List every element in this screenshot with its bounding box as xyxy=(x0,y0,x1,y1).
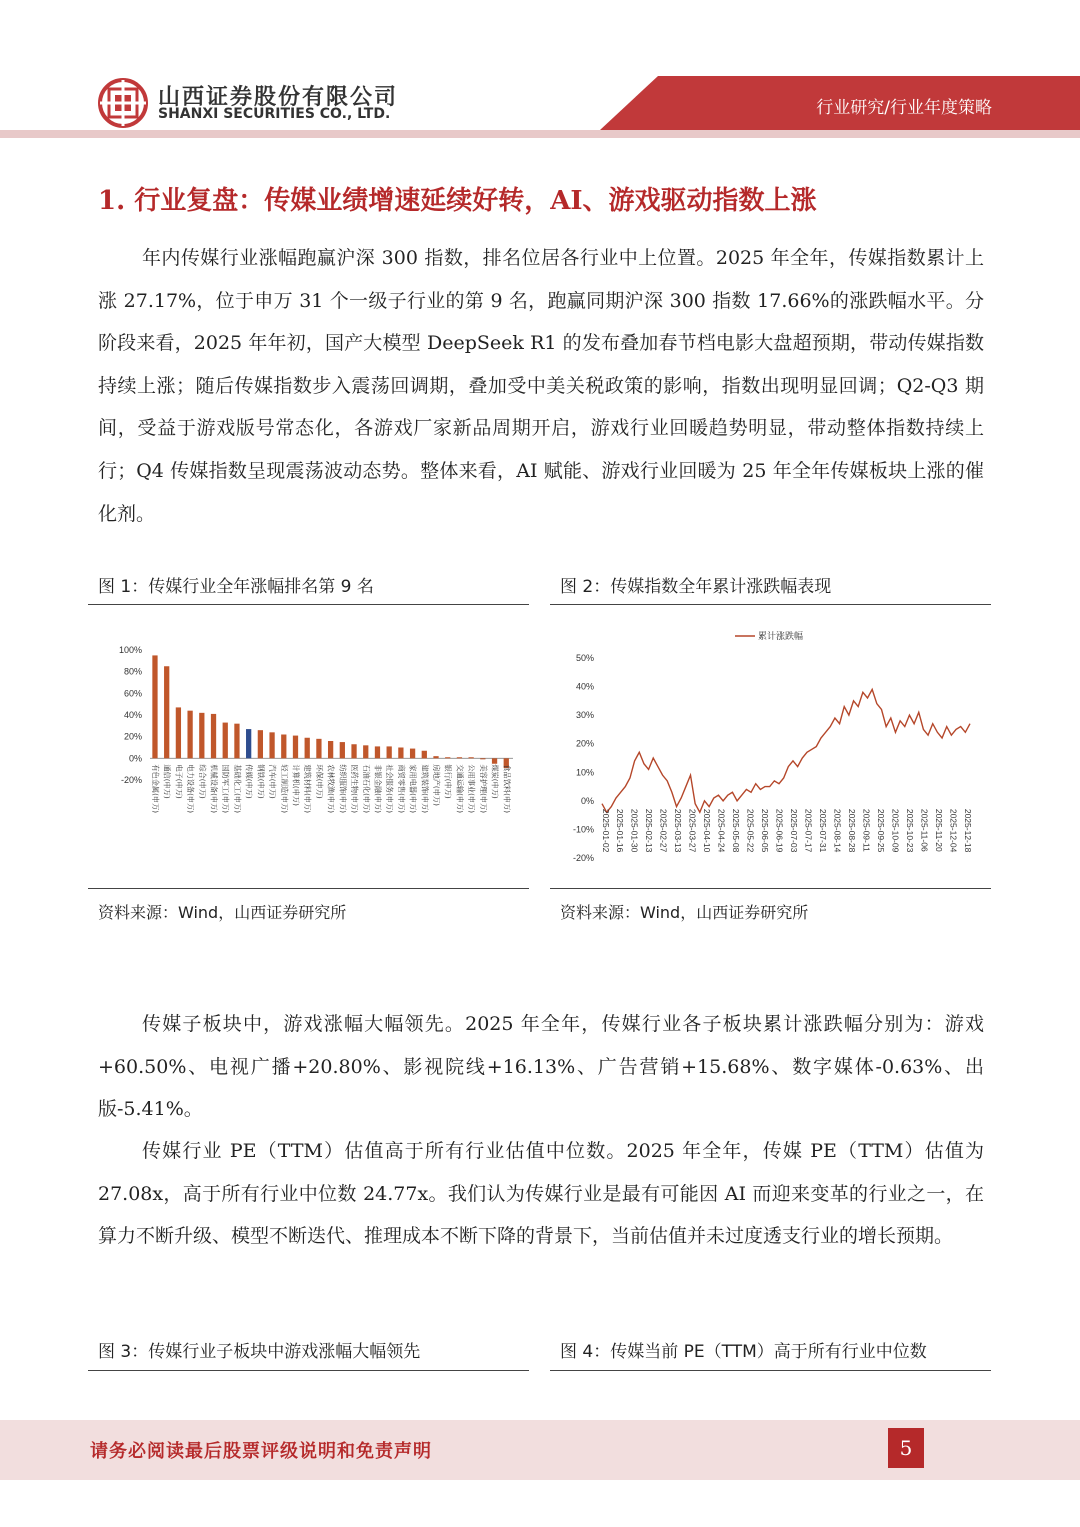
x-tick-label: 2025-12-18 xyxy=(962,808,973,853)
x-tick-label: 机械设备(申万) xyxy=(209,764,219,814)
bar xyxy=(457,757,462,758)
x-tick-label: 2025-03-13 xyxy=(673,808,684,853)
x-tick-label: 2025-11-20 xyxy=(933,808,944,852)
y-tick-label: 100% xyxy=(118,645,142,655)
shanxi-securities-logo-icon xyxy=(98,78,148,128)
x-tick-label: 煤炭(申万) xyxy=(490,764,500,799)
bar xyxy=(211,714,216,758)
x-tick-label: 通信(申万) xyxy=(162,764,172,799)
company-name-cn: 山西证券股份有限公司 xyxy=(158,85,399,110)
bar xyxy=(199,713,204,759)
paragraph-sub-sectors: 传媒子板块中，游戏涨幅大幅领先。2025 年全年，传媒行业各子板块累计涨跌幅分别为：游戏+60.50%、电视广播+20.80%、影视院线+16.13%、广告营销+15.68%、数字媒体-0.63%、出版-5.41%。 xyxy=(98,1013,984,1121)
x-tick-label: 2025-10-23 xyxy=(904,808,915,853)
bar xyxy=(328,741,333,758)
x-tick-label: 2025-01-30 xyxy=(629,808,640,853)
x-tick-label: 2025-03-27 xyxy=(687,808,698,853)
y-tick-label: 50% xyxy=(575,653,594,663)
figure-1-source: 资料来源：Wind，山西证券研究所 xyxy=(98,903,347,922)
figure-1-top-rule xyxy=(88,604,529,605)
bar xyxy=(316,739,321,759)
figure-2-source: 资料来源：Wind，山西证券研究所 xyxy=(560,903,809,922)
x-tick-label: 2025-02-27 xyxy=(658,808,669,853)
x-tick-label: 2025-01-02 xyxy=(600,808,611,853)
media-index-line-chart xyxy=(550,610,991,888)
x-tick-label: 2025-08-14 xyxy=(832,808,843,853)
x-tick-label: 2025-11-06 xyxy=(919,808,930,852)
bar xyxy=(480,758,485,759)
y-tick-label: 40% xyxy=(123,710,142,720)
x-tick-label: 传媒(申万) xyxy=(244,764,254,799)
bar xyxy=(469,757,474,758)
bar xyxy=(398,748,403,759)
x-tick-label: 美容护理(申万) xyxy=(478,764,488,814)
x-tick-label: 纺织服饰(申万) xyxy=(338,764,348,814)
x-tick-label: 2025-04-10 xyxy=(702,808,713,853)
figure-3-top-rule xyxy=(88,1370,529,1371)
figure-3-caption: 图 3：传媒行业子板块中游戏涨幅大幅领先 xyxy=(98,1342,421,1362)
figure-1-bottom-rule xyxy=(88,888,529,889)
bar xyxy=(340,742,345,758)
x-tick-label: 汽车(申万) xyxy=(268,764,278,799)
figure-2-bottom-rule xyxy=(550,888,991,889)
bar xyxy=(234,724,239,759)
x-tick-label: 2025-07-17 xyxy=(803,808,814,853)
bar xyxy=(269,732,274,758)
legend-label: 累计涨跌幅 xyxy=(758,632,804,642)
bar xyxy=(363,745,368,758)
x-tick-label: 农林牧渔(申万) xyxy=(326,764,336,814)
y-tick-label: 0% xyxy=(128,753,142,764)
company-name-en: SHANXI SECURITIES CO., LTD. xyxy=(158,106,391,122)
x-tick-label: 2025-01-16 xyxy=(615,808,626,853)
x-tick-label: 公用事业(申万) xyxy=(467,764,477,814)
y-tick-label: 30% xyxy=(575,710,594,721)
x-tick-label: 银行(申万) xyxy=(443,764,453,799)
report-category: 行业研究/行业年度策略 xyxy=(816,98,992,118)
y-tick-label: 40% xyxy=(575,681,594,692)
x-tick-label: 社会服务(申万) xyxy=(385,764,395,814)
x-tick-label: 环保(申万) xyxy=(314,764,324,799)
x-tick-label: 石油石化(申万) xyxy=(361,764,371,814)
y-tick-label: 20% xyxy=(123,731,142,742)
figure-2-top-rule xyxy=(550,604,991,605)
header-divider xyxy=(0,130,1080,138)
y-tick-label: 20% xyxy=(575,738,594,749)
x-tick-label: 基础化工(申万) xyxy=(232,764,242,814)
section-title: 1. 行业复盘：传媒业绩增速延续好转，AI、游戏驱动指数上涨 xyxy=(98,186,817,216)
y-tick-label: 0% xyxy=(580,795,594,806)
bar xyxy=(433,756,438,758)
bar xyxy=(445,757,450,758)
y-tick-label: 60% xyxy=(123,688,142,699)
x-tick-label: 商贸零售(申万) xyxy=(396,764,406,814)
x-tick-label: 食品饮料(申万) xyxy=(502,764,512,814)
bar xyxy=(305,738,310,759)
x-tick-label: 2025-07-31 xyxy=(817,808,828,853)
bar xyxy=(281,735,286,759)
paragraph-industry-review: 年内传媒行业涨幅跑赢沪深 300 指数，排名位居各行业中上位置。2025 年全年，传媒指数累计上涨 27.17%，位于申万 31 个一级子行业的第 9 名，跑赢同期沪深 300 指数 17.66%的涨跌幅水平。分阶段来看，2025 年年初，国产大模型 DeepSeek R1 的发布叠加春节档电影大盘超预期，带动传媒指数持续上涨；随后传媒指数步入震荡回调期，叠加受中美关税政策的影响，指数出现明显回调；Q2-Q3 期间，受益于游戏版号常态化，各游戏厂家新品周期开启，游戏行业回暖趋势明显，带动整体指数持续上行；Q4 传媒指数呈现震荡波动态势。整体来看，AI 赋能、游戏行业回暖为 25 年全年传媒板块上涨的催化剂。 xyxy=(98,247,984,525)
x-tick-label: 2025-06-05 xyxy=(760,808,771,853)
x-tick-label: 2025-06-19 xyxy=(774,808,785,853)
series-line xyxy=(602,689,970,812)
x-tick-label: 建筑材料(申万) xyxy=(303,764,313,814)
x-tick-label: 2025-07-03 xyxy=(788,808,799,853)
bar xyxy=(351,744,356,758)
x-tick-label: 房地产(申万) xyxy=(432,764,442,806)
x-tick-label: 2025-04-24 xyxy=(716,808,727,853)
bar xyxy=(164,666,169,758)
bar xyxy=(176,707,181,758)
x-tick-label: 非银金融(申万) xyxy=(373,764,383,814)
y-tick-label: -20% xyxy=(572,853,594,863)
x-tick-label: 电子(申万) xyxy=(174,764,184,799)
y-tick-label: -20% xyxy=(120,775,142,785)
x-tick-label: 2025-09-11 xyxy=(861,808,872,852)
industry-ranking-bar-chart xyxy=(88,610,529,888)
x-tick-label: 有色金属(申万) xyxy=(150,764,160,814)
bar xyxy=(387,746,392,758)
figure-4-caption: 图 4：传媒当前 PE（TTM）高于所有行业中位数 xyxy=(560,1342,927,1362)
bar xyxy=(375,746,380,758)
x-tick-label: 计算机(申万) xyxy=(291,764,301,806)
x-tick-label: 医药生物(申万) xyxy=(350,764,360,814)
figure-1-caption: 图 1：传媒行业全年涨幅排名第 9 名 xyxy=(98,577,374,597)
x-tick-label: 钢铁(申万) xyxy=(256,764,266,799)
bar xyxy=(223,723,228,759)
y-tick-label: 80% xyxy=(123,666,142,677)
bar xyxy=(422,751,427,759)
x-tick-label: 轻工制造(申万) xyxy=(279,764,289,814)
x-tick-label: 交通运输(申万) xyxy=(455,764,465,814)
x-tick-label: 电力设备(申万) xyxy=(186,764,196,814)
y-tick-label: 10% xyxy=(575,767,594,778)
page-number: 5 xyxy=(888,1428,924,1468)
figure-4-top-rule xyxy=(550,1370,991,1371)
bar xyxy=(258,730,263,758)
bar xyxy=(152,655,157,758)
x-tick-label: 国防军工(申万) xyxy=(221,764,231,814)
x-tick-label: 建筑装饰(申万) xyxy=(420,764,430,814)
x-tick-label: 综合(申万) xyxy=(197,764,207,799)
x-tick-label: 家用电器(申万) xyxy=(408,764,418,814)
page-header xyxy=(0,0,1080,148)
x-tick-label: 2025-08-28 xyxy=(846,808,857,853)
x-tick-label: 2025-09-25 xyxy=(875,808,886,853)
bar xyxy=(246,729,251,758)
bar xyxy=(293,736,298,759)
x-tick-label: 2025-10-09 xyxy=(890,808,901,853)
footer-disclaimer: 请务必阅读最后股票评级说明和免责声明 xyxy=(90,1441,432,1462)
bar xyxy=(187,711,192,759)
x-tick-label: 2025-05-22 xyxy=(745,808,756,853)
bar xyxy=(410,749,415,759)
x-tick-label: 2025-05-08 xyxy=(731,808,742,853)
figure-2-caption: 图 2：传媒指数全年累计涨跌幅表现 xyxy=(560,577,832,597)
x-tick-label: 2025-12-04 xyxy=(948,808,959,853)
bar xyxy=(492,758,497,763)
paragraph-valuation: 传媒行业 PE（TTM）估值高于所有行业估值中位数。2025 年全年，传媒 PE（TTM）估值为 27.08x，高于所有行业中位数 24.77x。我们认为传媒行业是最有可能因 AI 而迎来变革的行业之一，在算力不断升级、模型不断迭代、推理成本不断下降的背景下，当前估值并未过度透支行业的增长预期。 xyxy=(98,1140,984,1248)
x-tick-label: 2025-02-13 xyxy=(644,808,655,853)
y-tick-label: -10% xyxy=(572,824,594,835)
